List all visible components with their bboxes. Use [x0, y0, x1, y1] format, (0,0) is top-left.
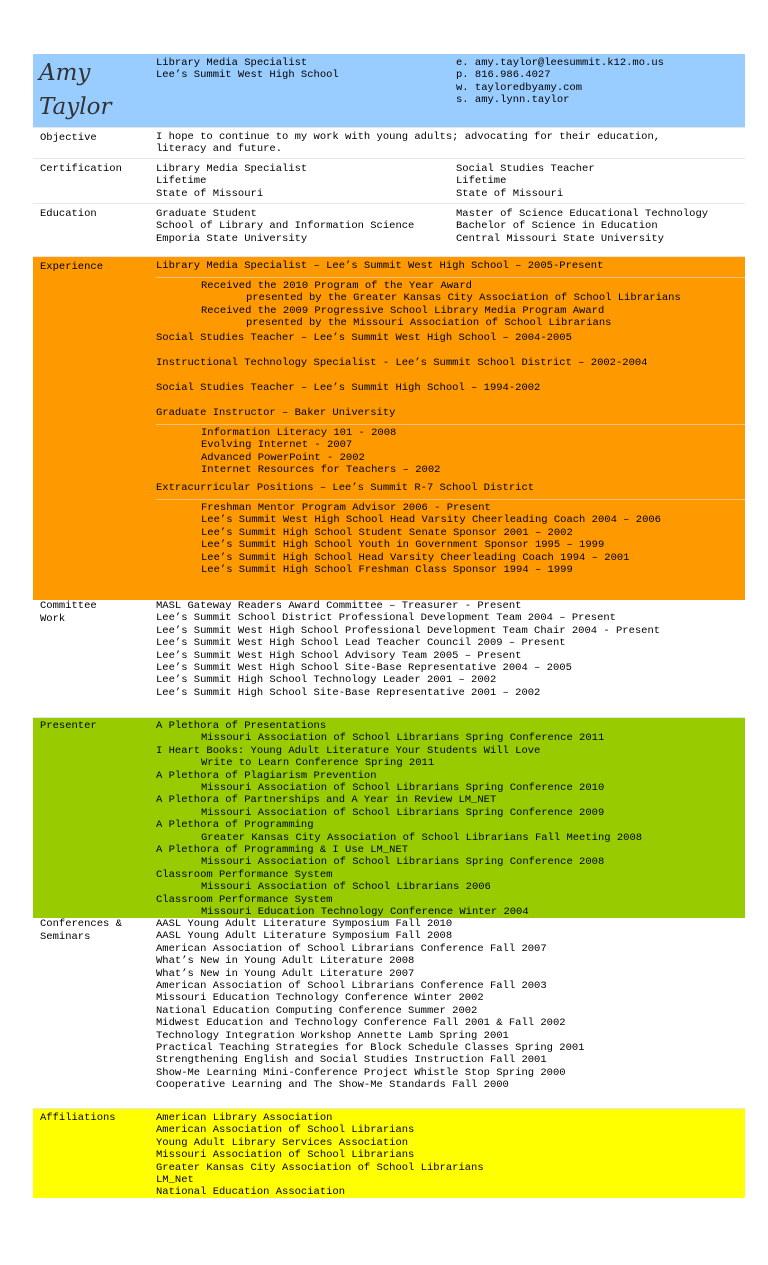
experience-label: Experience — [40, 261, 104, 273]
affiliation-line: National Education Association — [156, 1186, 346, 1199]
committee-line: Lee’s Summit West High School Advisory Team 2005 – Present — [156, 649, 522, 662]
job-title: Graduate Instructor – Baker University — [156, 407, 396, 419]
job-title: Extracurricular Positions – Lee’s Summit R-7 School District — [156, 482, 535, 494]
objective-line: I hope to continue to my work with young adults; advocating for their education, — [156, 131, 661, 143]
school: Lee’s Summit West High School — [156, 69, 339, 82]
extra-line: Lee’s Summit High School Youth in Government Sponsor 1995 – 1999 — [201, 539, 605, 552]
last-name: Taylor — [39, 94, 112, 120]
conference-line: American Association of School Librarians Conference Fall 2007 — [156, 942, 547, 955]
resume-page — [33, 54, 745, 1198]
affiliation-line: American Association of School Librarians — [156, 1124, 415, 1137]
affiliation-line: American Library Association — [156, 1112, 333, 1124]
extra-line: Lee’s Summit High School Head Varsity Cheerleading Coach 1994 – 2001 — [201, 551, 630, 564]
committee-line: Lee’s Summit West High School Site-Base Representative 2004 – 2005 — [156, 662, 572, 675]
presentation-venue: Missouri Association of School Librarians 2006 — [201, 881, 491, 894]
conference-line: National Education Computing Conference Summer 2002 — [156, 1004, 478, 1017]
experience-section — [33, 257, 745, 600]
cert-right: Social Studies Teacher — [456, 163, 595, 175]
presentation-venue: Missouri Association of School Librarians Spring Conference 2011 — [201, 732, 605, 745]
presentation-title: A Plethora of Programming — [156, 819, 314, 832]
conferences-label: Conferences & Seminars — [40, 918, 122, 943]
committee-line: MASL Gateway Readers Award Committee – Treasurer - Present — [156, 600, 522, 612]
committee-line: Lee’s Summit West High School Lead Teacher Council 2009 – Present — [156, 637, 566, 650]
conference-line: AASL Young Adult Literature Symposium Fall 2010 — [156, 918, 453, 930]
committee-line: Lee’s Summit School District Professional Development Team 2004 – Present — [156, 612, 616, 625]
conference-line: American Association of School Librarians Conference Fall 2003 — [156, 980, 547, 993]
presentation-venue: Missouri Association of School Librarians Spring Conference 2008 — [201, 856, 605, 869]
committee-line: Lee’s Summit High School Site-Base Representative 2001 – 2002 — [156, 686, 541, 699]
committee-line: Lee’s Summit West High School Professional Development Team Chair 2004 - Present — [156, 624, 661, 637]
presentation-title: A Plethora of Programming & I Use LM_NET — [156, 844, 409, 857]
cert-left: Lifetime — [156, 175, 207, 188]
objective-label: Objective — [40, 132, 97, 144]
conference-line: Show-Me Learning Mini-Conference Project Whistle Stop Spring 2000 — [156, 1066, 566, 1079]
conference-line: AASL Young Adult Literature Symposium Fall 2008 — [156, 930, 453, 943]
award-line: presented by the Greater Kansas City Association of School Librarians — [246, 292, 681, 305]
presentation-venue: Missouri Association of School Librarians Spring Conference 2010 — [201, 782, 605, 795]
edu-left: School of Library and Information Science — [156, 220, 415, 233]
extra-line: Lee’s Summit High School Student Senate Sponsor 2001 – 2002 — [201, 526, 573, 539]
conference-line: Strengthening English and Social Studies Instruction Fall 2001 — [156, 1054, 547, 1067]
presentation-venue: Greater Kansas City Association of School Librarians Fall Meeting 2008 — [201, 831, 643, 844]
committee-line: Lee’s Summit High School Technology Leader 2001 – 2002 — [156, 674, 497, 687]
award-line: Received the 2009 Progressive School Library Media Program Award — [201, 304, 605, 317]
cert-left: State of Missouri — [156, 187, 264, 200]
conference-line: Technology Integration Workshop Annette Lamb Spring 2001 — [156, 1029, 509, 1042]
presentation-title: Classroom Performance System — [156, 868, 333, 881]
edu-right: Central Missouri State University — [456, 232, 664, 245]
conference-line: Practical Teaching Strategies for Block Schedule Classes Spring 2001 — [156, 1042, 585, 1055]
extracurricular-list — [156, 499, 745, 576]
course-line: Internet Resources for Teachers – 2002 — [201, 464, 441, 477]
header-contact — [152, 54, 745, 127]
objective-line: literacy and future. — [156, 143, 283, 156]
affiliation-line: LM_Net — [156, 1174, 194, 1187]
cert-right: State of Missouri — [456, 187, 564, 200]
skype: s. amy.lynn.taylor — [456, 94, 570, 107]
presenter-section — [33, 718, 745, 918]
presentation-title: A Plethora of Partnerships and A Year in Review LM_NET — [156, 794, 497, 807]
committee-label: Committee Work — [40, 600, 97, 625]
certification-label: Certification — [40, 163, 122, 175]
cert-right: Lifetime — [456, 175, 507, 188]
job-title: Instructional Technology Specialist - Lee’s Summit School District – 2002-2004 — [156, 357, 648, 369]
course-line: Information Literacy 101 - 2008 — [201, 427, 397, 439]
affiliation-line: Greater Kansas City Association of School Librarians — [156, 1161, 484, 1174]
courses-list — [156, 424, 745, 482]
course-line: Advanced PowerPoint - 2002 — [201, 451, 365, 464]
cert-left: Library Media Specialist — [156, 163, 308, 175]
affiliations-section — [33, 1109, 745, 1198]
conferences-section — [33, 918, 745, 1109]
role: Library Media Specialist — [156, 57, 308, 69]
presentation-venue: Missouri Association of School Librarians Spring Conference 2009 — [201, 806, 605, 819]
committee-section — [33, 600, 745, 718]
affiliations-label: Affiliations — [40, 1112, 116, 1124]
affiliation-line: Missouri Association of School Librarians — [156, 1149, 415, 1162]
edu-left: Emporia State University — [156, 232, 308, 245]
award-line: presented by the Missouri Association of School Librarians — [246, 317, 612, 330]
phone: p. 816.986.4027 — [456, 69, 551, 82]
extra-line: Freshman Mentor Program Advisor 2006 - Present — [201, 502, 491, 514]
edu-right: Bachelor of Science in Education — [456, 220, 658, 233]
conference-line: What’s New in Young Adult Literature 2008 — [156, 955, 415, 968]
presentation-venue: Missouri Education Technology Conference Winter 2004 — [201, 906, 529, 919]
conference-line: Midwest Education and Technology Conference Fall 2001 & Fall 2002 — [156, 1017, 566, 1030]
education-section — [33, 204, 745, 257]
job-title: Social Studies Teacher – Lee’s Summit West High School – 2004-2005 — [156, 332, 572, 344]
conference-line: Cooperative Learning and The Show-Me Standards Fall 2000 — [156, 1079, 509, 1092]
website-link[interactable]: w. tayloredbyamy.com — [456, 81, 583, 94]
extra-line: Lee’s Summit West High School Head Varsity Cheerleading Coach 2004 – 2006 — [201, 514, 661, 527]
awards-list — [156, 277, 745, 332]
presentation-venue: Write to Learn Conference Spring 2011 — [201, 757, 435, 770]
presenter-label: Presenter — [40, 720, 97, 732]
award-line: Received the 2010 Program of the Year Award — [201, 280, 472, 292]
presentation-title: A Plethora of Plagiarism Prevention — [156, 769, 377, 782]
conference-line: What’s New in Young Adult Literature 2007 — [156, 967, 415, 980]
education-label: Education — [40, 208, 97, 220]
presentation-title: A Plethora of Presentations — [156, 720, 327, 732]
presentation-title: I Heart Books: Young Adult Literature Your Students Will Love — [156, 744, 541, 757]
extra-line: Lee’s Summit High School Freshman Class Sponsor 1994 – 1999 — [201, 564, 573, 577]
affiliation-line: Young Adult Library Services Association — [156, 1136, 409, 1149]
name-block — [33, 54, 152, 127]
first-name: Amy — [39, 60, 91, 86]
certification-section — [33, 159, 745, 204]
edu-right: Master of Science Educational Technology — [456, 208, 709, 220]
objective-section — [33, 128, 745, 159]
job-title: Social Studies Teacher – Lee’s Summit High School – 1994-2002 — [156, 382, 541, 394]
email-link[interactable]: e. amy.taylor@leesummit.k12.mo.us — [456, 57, 664, 69]
edu-left: Graduate Student — [156, 208, 257, 220]
conference-line: Missouri Education Technology Conference Winter 2002 — [156, 992, 484, 1005]
job-title: Library Media Specialist – Lee’s Summit West High School – 2005-Present — [156, 260, 604, 272]
header-section — [33, 54, 745, 128]
presentation-title: Classroom Performance System — [156, 893, 333, 906]
course-line: Evolving Internet - 2007 — [201, 439, 353, 452]
